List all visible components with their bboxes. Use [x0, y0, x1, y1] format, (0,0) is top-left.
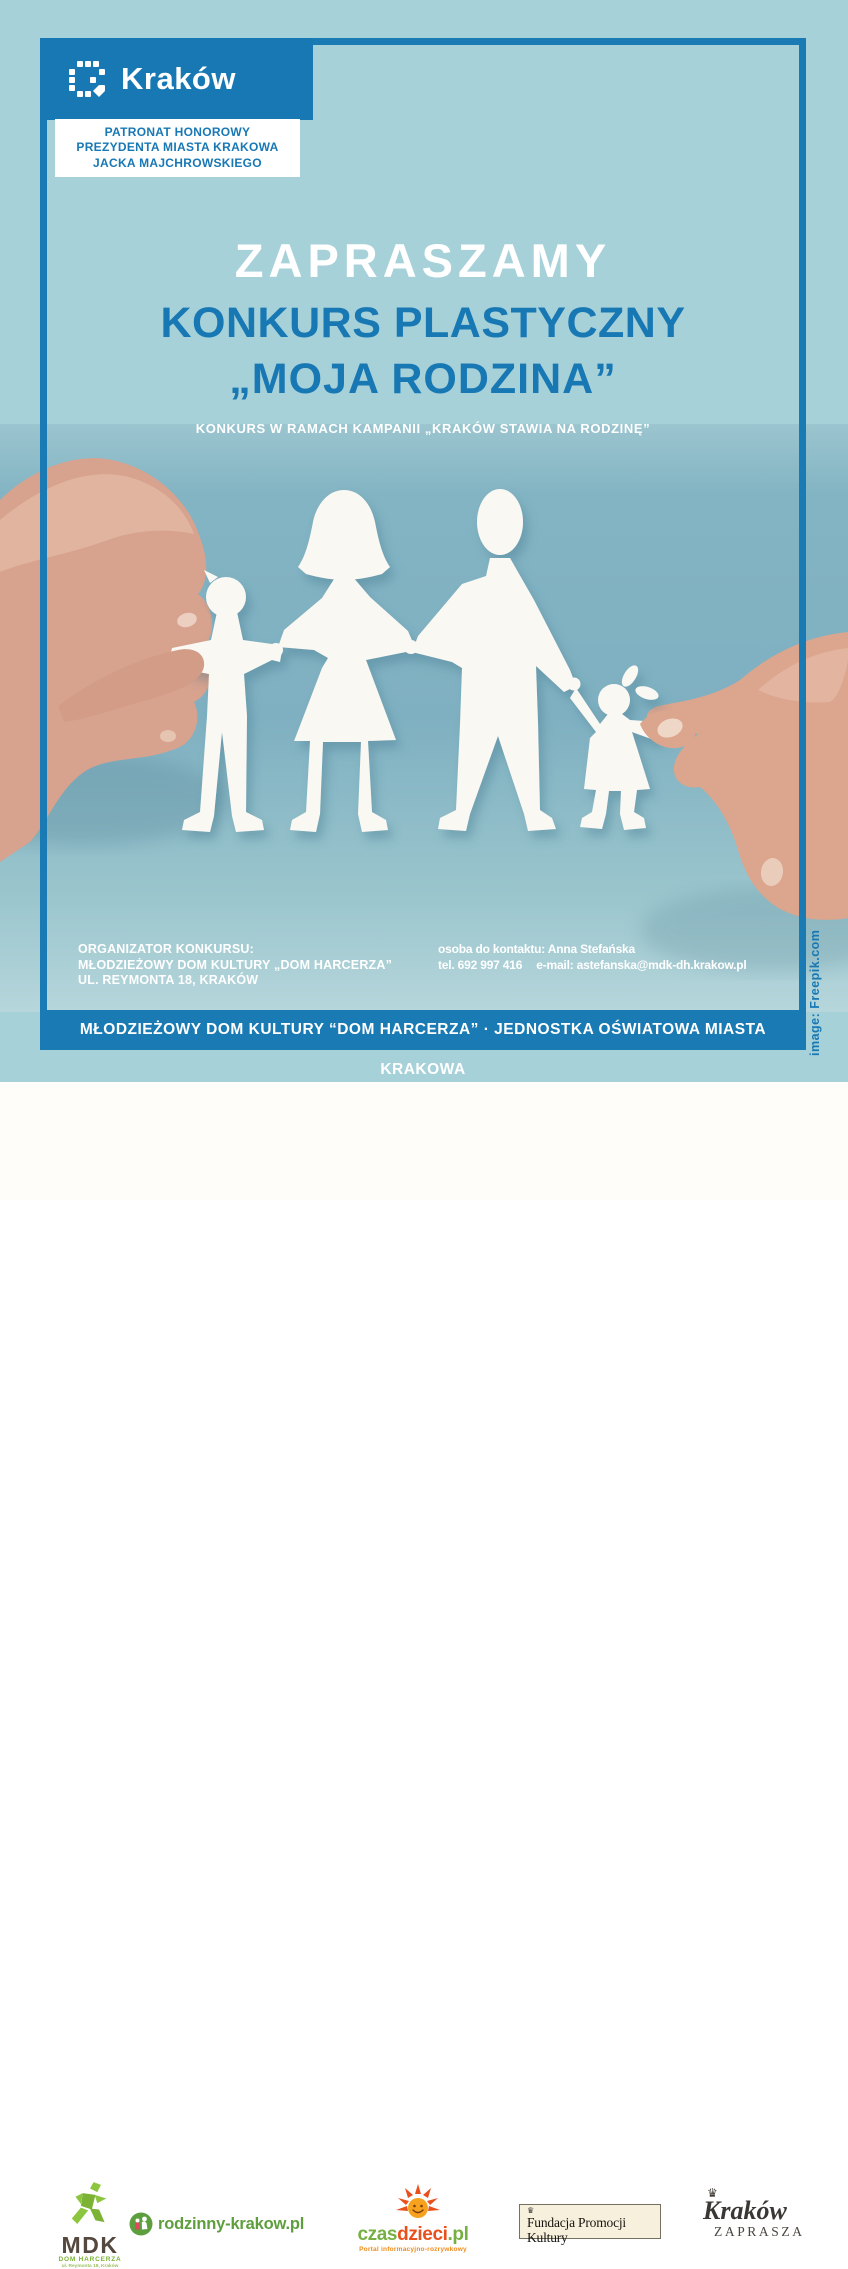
crown-icon: ♛	[707, 2186, 718, 2200]
mdk-runner-icon	[70, 2182, 110, 2226]
czasdzieci-logo	[343, 2184, 483, 2253]
contact-person: osoba do kontaktu: Anna Stefańska	[438, 942, 635, 956]
rodzinny-krakow-label: rodzinny-krakow.pl	[158, 2214, 305, 2233]
krakow-zaprasza-logo	[703, 2187, 805, 2240]
patronage-line: PATRONAT HONOROWY	[104, 124, 251, 139]
krakow-zaprasza-city: Kraków	[703, 2196, 787, 2225]
image-credit: image: Freepik.com	[808, 929, 822, 1056]
rodzinny-krakow-logo	[129, 2212, 304, 2236]
contest-title: KONKURS PLASTYCZNY	[160, 299, 686, 347]
patronage-line: PREZYDENTA MIASTA KRAKOWA	[76, 140, 279, 155]
organizer-label: ORGANIZATOR KONKURSU:	[78, 942, 254, 956]
contest-name: „MOJA RODZINA”	[229, 355, 617, 403]
czasdzieci-sun-icon	[395, 2184, 441, 2220]
campaign-subtitle: KONKURS W RAMACH KAMPANII „KRAKÓW STAWIA NA RODZINĘ”	[195, 421, 651, 436]
contact-email: e-mail: astefanska@mdk-dh.krakow.pl	[536, 957, 747, 972]
mdk-acronym: MDK	[61, 2232, 119, 2258]
czasdzieci-tagline: Portal informacyjno-rozrywkowy	[359, 2246, 467, 2253]
crown-icon: ♛	[527, 2206, 535, 2215]
mdk-address: ul. Reymonta 18, Kraków	[61, 2264, 119, 2269]
krakow-header	[40, 38, 313, 120]
contact-phone: tel. 692 997 416	[438, 957, 523, 972]
rodzinny-family-icon	[129, 2212, 153, 2236]
krakow-logo-icon	[67, 59, 107, 99]
mdk-name: DOM HARCERZA	[58, 2256, 122, 2263]
patronage-box	[55, 119, 300, 177]
partners-footer	[0, 1082, 848, 2269]
krakow-zaprasza-word: ZAPRASZA	[714, 2224, 805, 2239]
poster-frame	[40, 38, 806, 1050]
invite-title: ZAPRASZAMY	[234, 234, 612, 287]
patronage-line: JACKA MAJCHROWSKIEGO	[93, 155, 262, 170]
organizer-block	[78, 942, 392, 989]
mdk-logo	[58, 2182, 122, 2269]
brand-name: Kraków	[121, 61, 236, 96]
czasdzieci-wordmark: czasdzieci.pl	[357, 2224, 469, 2245]
fundacja-label: Fundacja Promocji Kultury	[527, 2215, 626, 2245]
organizer-address: UL. REYMONTA 18, KRAKÓW	[78, 973, 259, 987]
institution-bar: MŁODZIEŻOWY DOM KULTURY “DOM HARCERZA” · JEDNOSTKA OŚWIATOWA MIASTA KRAKOWA	[40, 1010, 806, 1050]
fundacja-logo	[519, 2204, 661, 2245]
contact-block	[438, 942, 747, 973]
headline-block	[40, 233, 806, 436]
organizer-name: MŁODZIEŻOWY DOM KULTURY „DOM HARCERZA”	[78, 957, 393, 972]
